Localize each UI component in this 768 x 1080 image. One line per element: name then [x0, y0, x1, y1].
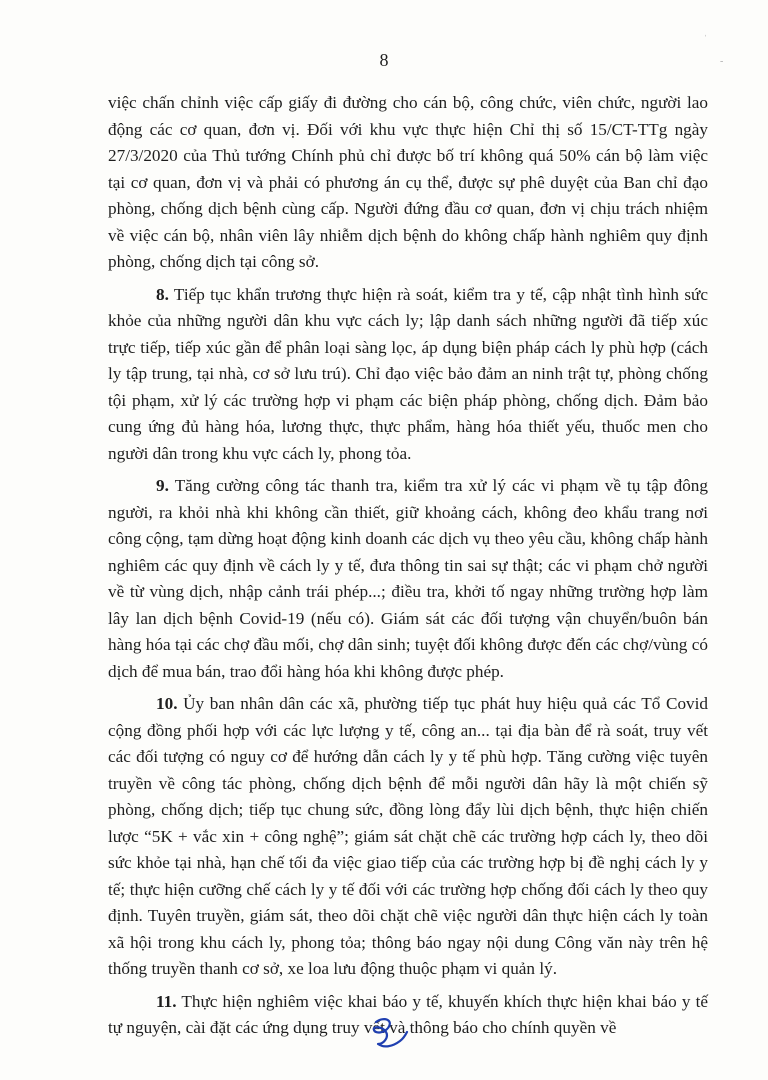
paragraph-item-8: [108, 282, 708, 468]
paragraph-text: việc chấn chỉnh việc cấp giấy đi đường cho cán bộ, công chức, viên chức, người lao động các cơ quan, đơn vị. Đối với khu vực thực hiện Chỉ thị số 15/CT-TTg ngày 27/3/2020 của Thủ tướng Chính phủ chỉ được bố trí không quá 50% cán bộ làm việc tại cơ quan, đơn vị và phải có phương án cụ thể, được sự phê duyệt của Ban chỉ đạo phòng, chống dịch bệnh cùng cấp. Người đứng đầu cơ quan, đơn vị chịu trách nhiệm về việc cán bộ, nhân viên lây nhiễm dịch bệnh do không chấp hành nghiêm quy định phòng, chống dịch tại công sở.: [108, 93, 708, 271]
scan-speck: ˈ: [704, 34, 708, 45]
paragraph-number: 11.: [156, 991, 177, 1011]
handwritten-initial-icon: [362, 1014, 410, 1054]
paragraph-text: Tiếp tục khẩn trương thực hiện rà soát, kiểm tra y tế, cập nhật tình hình sức khỏe của những người dân khu vực cách ly; lập danh sách những người đã tiếp xúc trực tiếp, tiếp xúc gần để phân loại sàng lọc, áp dụng biện pháp cách ly phù hợp (cách ly tập trung, tại nhà, cơ sở lưu trú). Chỉ đạo việc bảo đảm an ninh trật tự, phòng chống tội phạm, xử lý các trường hợp vi phạm các biện pháp phòng, chống dịch. Đảm bảo cung ứng đủ hàng hóa, lương thực, thực phẩm, hàng hóa thiết yếu, thuốc men cho người dân trong khu vực cách ly, phong tỏa.: [108, 284, 708, 463]
paragraph-number: 9.: [156, 476, 169, 495]
document-body: [108, 90, 708, 1042]
paragraph-continued: [108, 90, 708, 276]
scan-speck: -: [720, 56, 724, 67]
paragraph-text: Ủy ban nhân dân các xã, phường tiếp tục phát huy hiệu quả các Tổ Covid cộng đồng phối hợp với các lực lượng y tế, công an... tại địa bàn để rà soát, truy vết các đối tượng có nguy cơ để hướng dẫn cách ly y tế phù hợp. Tăng cường việc tuyên truyền về công tác phòng, chống dịch bệnh để mỗi người dân hãy là một chiến sỹ phòng, chống dịch; tiếp tục chung sức, đồng lòng đẩy lùi dịch bệnh, thực hiện chiến lược “5K + vắc xin + công nghệ”; giám sát chặt chẽ các trường hợp cách ly, theo dõi sức khỏe tại nhà, hạn chế tối đa việc giao tiếp của các trường hợp bị đề nghị cách ly y tế; thực hiện cưỡng chế cách ly y tế đối với các trường hợp chống đối cách ly theo quy định. Tuyên truyền, giám sát, theo dõi chặt chẽ việc người dân thực hiện cách ly toàn xã hội trong khu cách ly, phong tỏa; thông báo ngay nội dung Công văn này trên hệ thống truyền thanh cơ sở, xe loa lưu động thuộc phạm vi quản lý.: [108, 694, 709, 978]
page-number: 8: [379, 50, 389, 70]
paragraph-number: 10.: [156, 694, 178, 713]
paragraph-item-10: [108, 691, 708, 983]
paragraph-item-9: [108, 473, 708, 685]
paragraph-text: Tăng cường công tác thanh tra, kiểm tra xử lý các vi phạm về tụ tập đông người, ra khỏi nhà khi không cần thiết, giữ khoảng cách, không đeo khẩu trang nơi công cộng, tạm dừng hoạt động kinh doanh các dịch vụ theo yêu cầu, không chấp hành nghiêm các quy định về cách ly y tế, đưa thông tin sai sự thật; các vi phạm chở người về từ vùng dịch, nhập cảnh trái phép...; điều tra, khởi tố ngay những trường hợp làm lây lan dịch bệnh Covid-19 (nếu có). Giám sát các đối tượng vận chuyển/buôn bán hàng hóa tại các chợ đầu mối, chợ dân sinh; tuyệt đối không được đến các chợ/vùng có dịch để mua bán, trao đổi hàng hóa khi không được phép.: [108, 476, 708, 681]
paragraph-number: 8.: [156, 284, 169, 304]
paragraph-text: Thực hiện nghiêm việc khai báo y tế, khuyến khích thực hiện khai báo y tế tự nguyện, cài đặt các ứng dụng truy vết và thông báo cho chính quyền về: [108, 991, 708, 1037]
